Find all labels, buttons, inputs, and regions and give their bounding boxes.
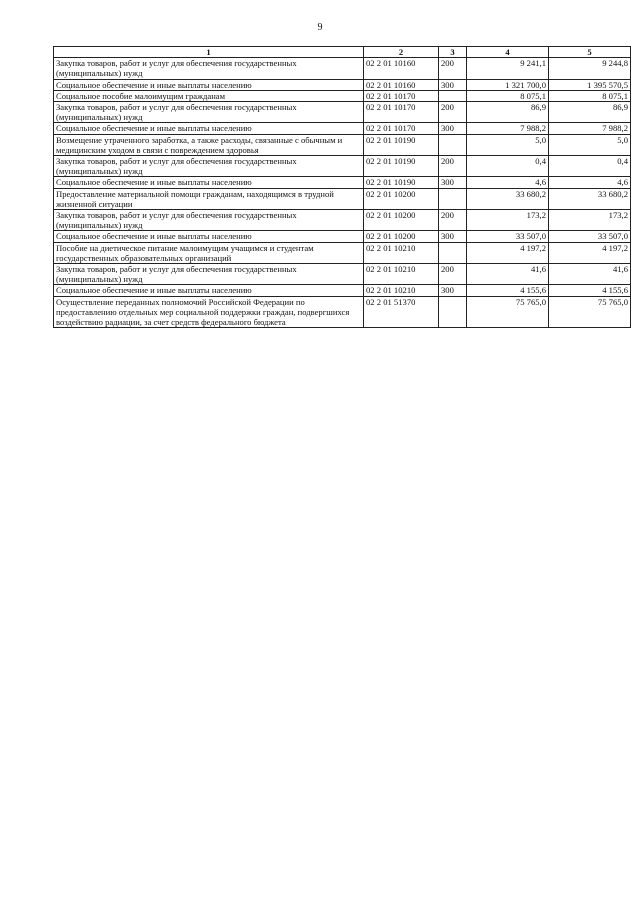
row-code: 02 2 01 10170 bbox=[364, 90, 439, 101]
row-expense-type bbox=[439, 188, 467, 209]
row-expense-type: 300 bbox=[439, 123, 467, 134]
row-value-col5: 41,6 bbox=[549, 264, 631, 285]
row-name: Закупка товаров, работ и услуг для обеспечения государственных (муниципальных) нужд bbox=[54, 102, 364, 123]
row-expense-type: 300 bbox=[439, 79, 467, 90]
row-value-col5: 0,4 bbox=[549, 156, 631, 177]
row-expense-type bbox=[439, 242, 467, 263]
column-header-4: 4 bbox=[467, 47, 549, 58]
row-code: 02 2 01 51370 bbox=[364, 296, 439, 328]
row-name: Социальное пособие малоимущим гражданам bbox=[54, 90, 364, 101]
table-body bbox=[54, 58, 631, 328]
row-name: Возмещение утраченного заработка, а также расходы, связанные с обычным и медицинским уходом в связи с повреждением здоровья bbox=[54, 134, 364, 155]
row-value-col5: 5,0 bbox=[549, 134, 631, 155]
table-row bbox=[54, 58, 631, 79]
table-row bbox=[54, 285, 631, 296]
row-value-col4: 4,6 bbox=[467, 177, 549, 188]
row-expense-type bbox=[439, 90, 467, 101]
row-value-col4: 5,0 bbox=[467, 134, 549, 155]
row-value-col4: 4 155,6 bbox=[467, 285, 549, 296]
row-name: Предоставление материальной помощи гражданам, находящимся в трудной жизненной ситуации bbox=[54, 188, 364, 209]
row-value-col4: 0,4 bbox=[467, 156, 549, 177]
row-value-col5: 33 507,0 bbox=[549, 231, 631, 242]
row-expense-type: 200 bbox=[439, 102, 467, 123]
column-header-3: 3 bbox=[439, 47, 467, 58]
row-expense-type: 200 bbox=[439, 264, 467, 285]
table-row bbox=[54, 177, 631, 188]
row-value-col5: 1 395 570,5 bbox=[549, 79, 631, 90]
table-row bbox=[54, 188, 631, 209]
row-value-col5: 4 197,2 bbox=[549, 242, 631, 263]
row-code: 02 2 01 10190 bbox=[364, 134, 439, 155]
row-name: Закупка товаров, работ и услуг для обеспечения государственных (муниципальных) нужд bbox=[54, 210, 364, 231]
table-header-row bbox=[54, 47, 631, 58]
row-code: 02 2 01 10190 bbox=[364, 177, 439, 188]
row-value-col5: 8 075,1 bbox=[549, 90, 631, 101]
row-value-col4: 1 321 700,0 bbox=[467, 79, 549, 90]
row-value-col4: 75 765,0 bbox=[467, 296, 549, 328]
row-value-col5: 75 765,0 bbox=[549, 296, 631, 328]
row-value-col4: 41,6 bbox=[467, 264, 549, 285]
row-name: Социальное обеспечение и иные выплаты населению bbox=[54, 231, 364, 242]
row-code: 02 2 01 10210 bbox=[364, 285, 439, 296]
table-row bbox=[54, 90, 631, 101]
row-name: Закупка товаров, работ и услуг для обеспечения государственных (муниципальных) нужд bbox=[54, 156, 364, 177]
row-value-col4: 9 241,1 bbox=[467, 58, 549, 79]
table-row bbox=[54, 242, 631, 263]
row-expense-type: 200 bbox=[439, 156, 467, 177]
row-value-col4: 8 075,1 bbox=[467, 90, 549, 101]
row-code: 02 2 01 10200 bbox=[364, 188, 439, 209]
row-expense-type bbox=[439, 296, 467, 328]
row-value-col5: 4,6 bbox=[549, 177, 631, 188]
table-row bbox=[54, 210, 631, 231]
table-row bbox=[54, 156, 631, 177]
row-code: 02 2 01 10200 bbox=[364, 231, 439, 242]
row-expense-type bbox=[439, 134, 467, 155]
row-name: Пособие на диетическое питание малоимущим учащимся и студентам государственных образовательных организаций bbox=[54, 242, 364, 263]
row-value-col5: 33 680,2 bbox=[549, 188, 631, 209]
row-expense-type: 300 bbox=[439, 285, 467, 296]
row-value-col4: 86,9 bbox=[467, 102, 549, 123]
row-name: Закупка товаров, работ и услуг для обеспечения государственных (муниципальных) нужд bbox=[54, 264, 364, 285]
row-value-col5: 9 244,8 bbox=[549, 58, 631, 79]
row-expense-type: 200 bbox=[439, 58, 467, 79]
row-name: Социальное обеспечение и иные выплаты населению bbox=[54, 177, 364, 188]
column-header-2: 2 bbox=[364, 47, 439, 58]
page-number: 9 bbox=[317, 22, 323, 33]
row-code: 02 2 01 10170 bbox=[364, 123, 439, 134]
table-row bbox=[54, 296, 631, 328]
row-expense-type: 200 bbox=[439, 210, 467, 231]
row-value-col4: 4 197,2 bbox=[467, 242, 549, 263]
row-value-col4: 33 680,2 bbox=[467, 188, 549, 209]
row-code: 02 2 01 10210 bbox=[364, 242, 439, 263]
row-value-col5: 7 988,2 bbox=[549, 123, 631, 134]
row-expense-type: 300 bbox=[439, 231, 467, 242]
row-name: Социальное обеспечение и иные выплаты населению bbox=[54, 123, 364, 134]
table-row bbox=[54, 123, 631, 134]
row-name: Социальное обеспечение и иные выплаты населению bbox=[54, 285, 364, 296]
row-value-col5: 4 155,6 bbox=[549, 285, 631, 296]
table-row bbox=[54, 79, 631, 90]
row-value-col4: 173,2 bbox=[467, 210, 549, 231]
budget-table bbox=[53, 46, 631, 328]
row-name: Социальное обеспечение и иные выплаты населению bbox=[54, 79, 364, 90]
table-row bbox=[54, 264, 631, 285]
row-expense-type: 300 bbox=[439, 177, 467, 188]
row-code: 02 2 01 10170 bbox=[364, 102, 439, 123]
row-value-col5: 86,9 bbox=[549, 102, 631, 123]
row-name: Закупка товаров, работ и услуг для обеспечения государственных (муниципальных) нужд bbox=[54, 58, 364, 79]
row-name: Осуществление переданных полномочий Российской Федерации по предоставлению отдельных мер социальной поддержки граждан, подвергшихся воздействию радиации, за счет средств федерального бюджета bbox=[54, 296, 364, 328]
table-row bbox=[54, 231, 631, 242]
row-value-col4: 7 988,2 bbox=[467, 123, 549, 134]
row-value-col4: 33 507,0 bbox=[467, 231, 549, 242]
row-code: 02 2 01 10210 bbox=[364, 264, 439, 285]
column-header-1: 1 bbox=[54, 47, 364, 58]
row-code: 02 2 01 10190 bbox=[364, 156, 439, 177]
table-row bbox=[54, 102, 631, 123]
row-code: 02 2 01 10160 bbox=[364, 79, 439, 90]
column-header-5: 5 bbox=[549, 47, 631, 58]
row-value-col5: 173,2 bbox=[549, 210, 631, 231]
table-row bbox=[54, 134, 631, 155]
row-code: 02 2 01 10200 bbox=[364, 210, 439, 231]
row-code: 02 2 01 10160 bbox=[364, 58, 439, 79]
